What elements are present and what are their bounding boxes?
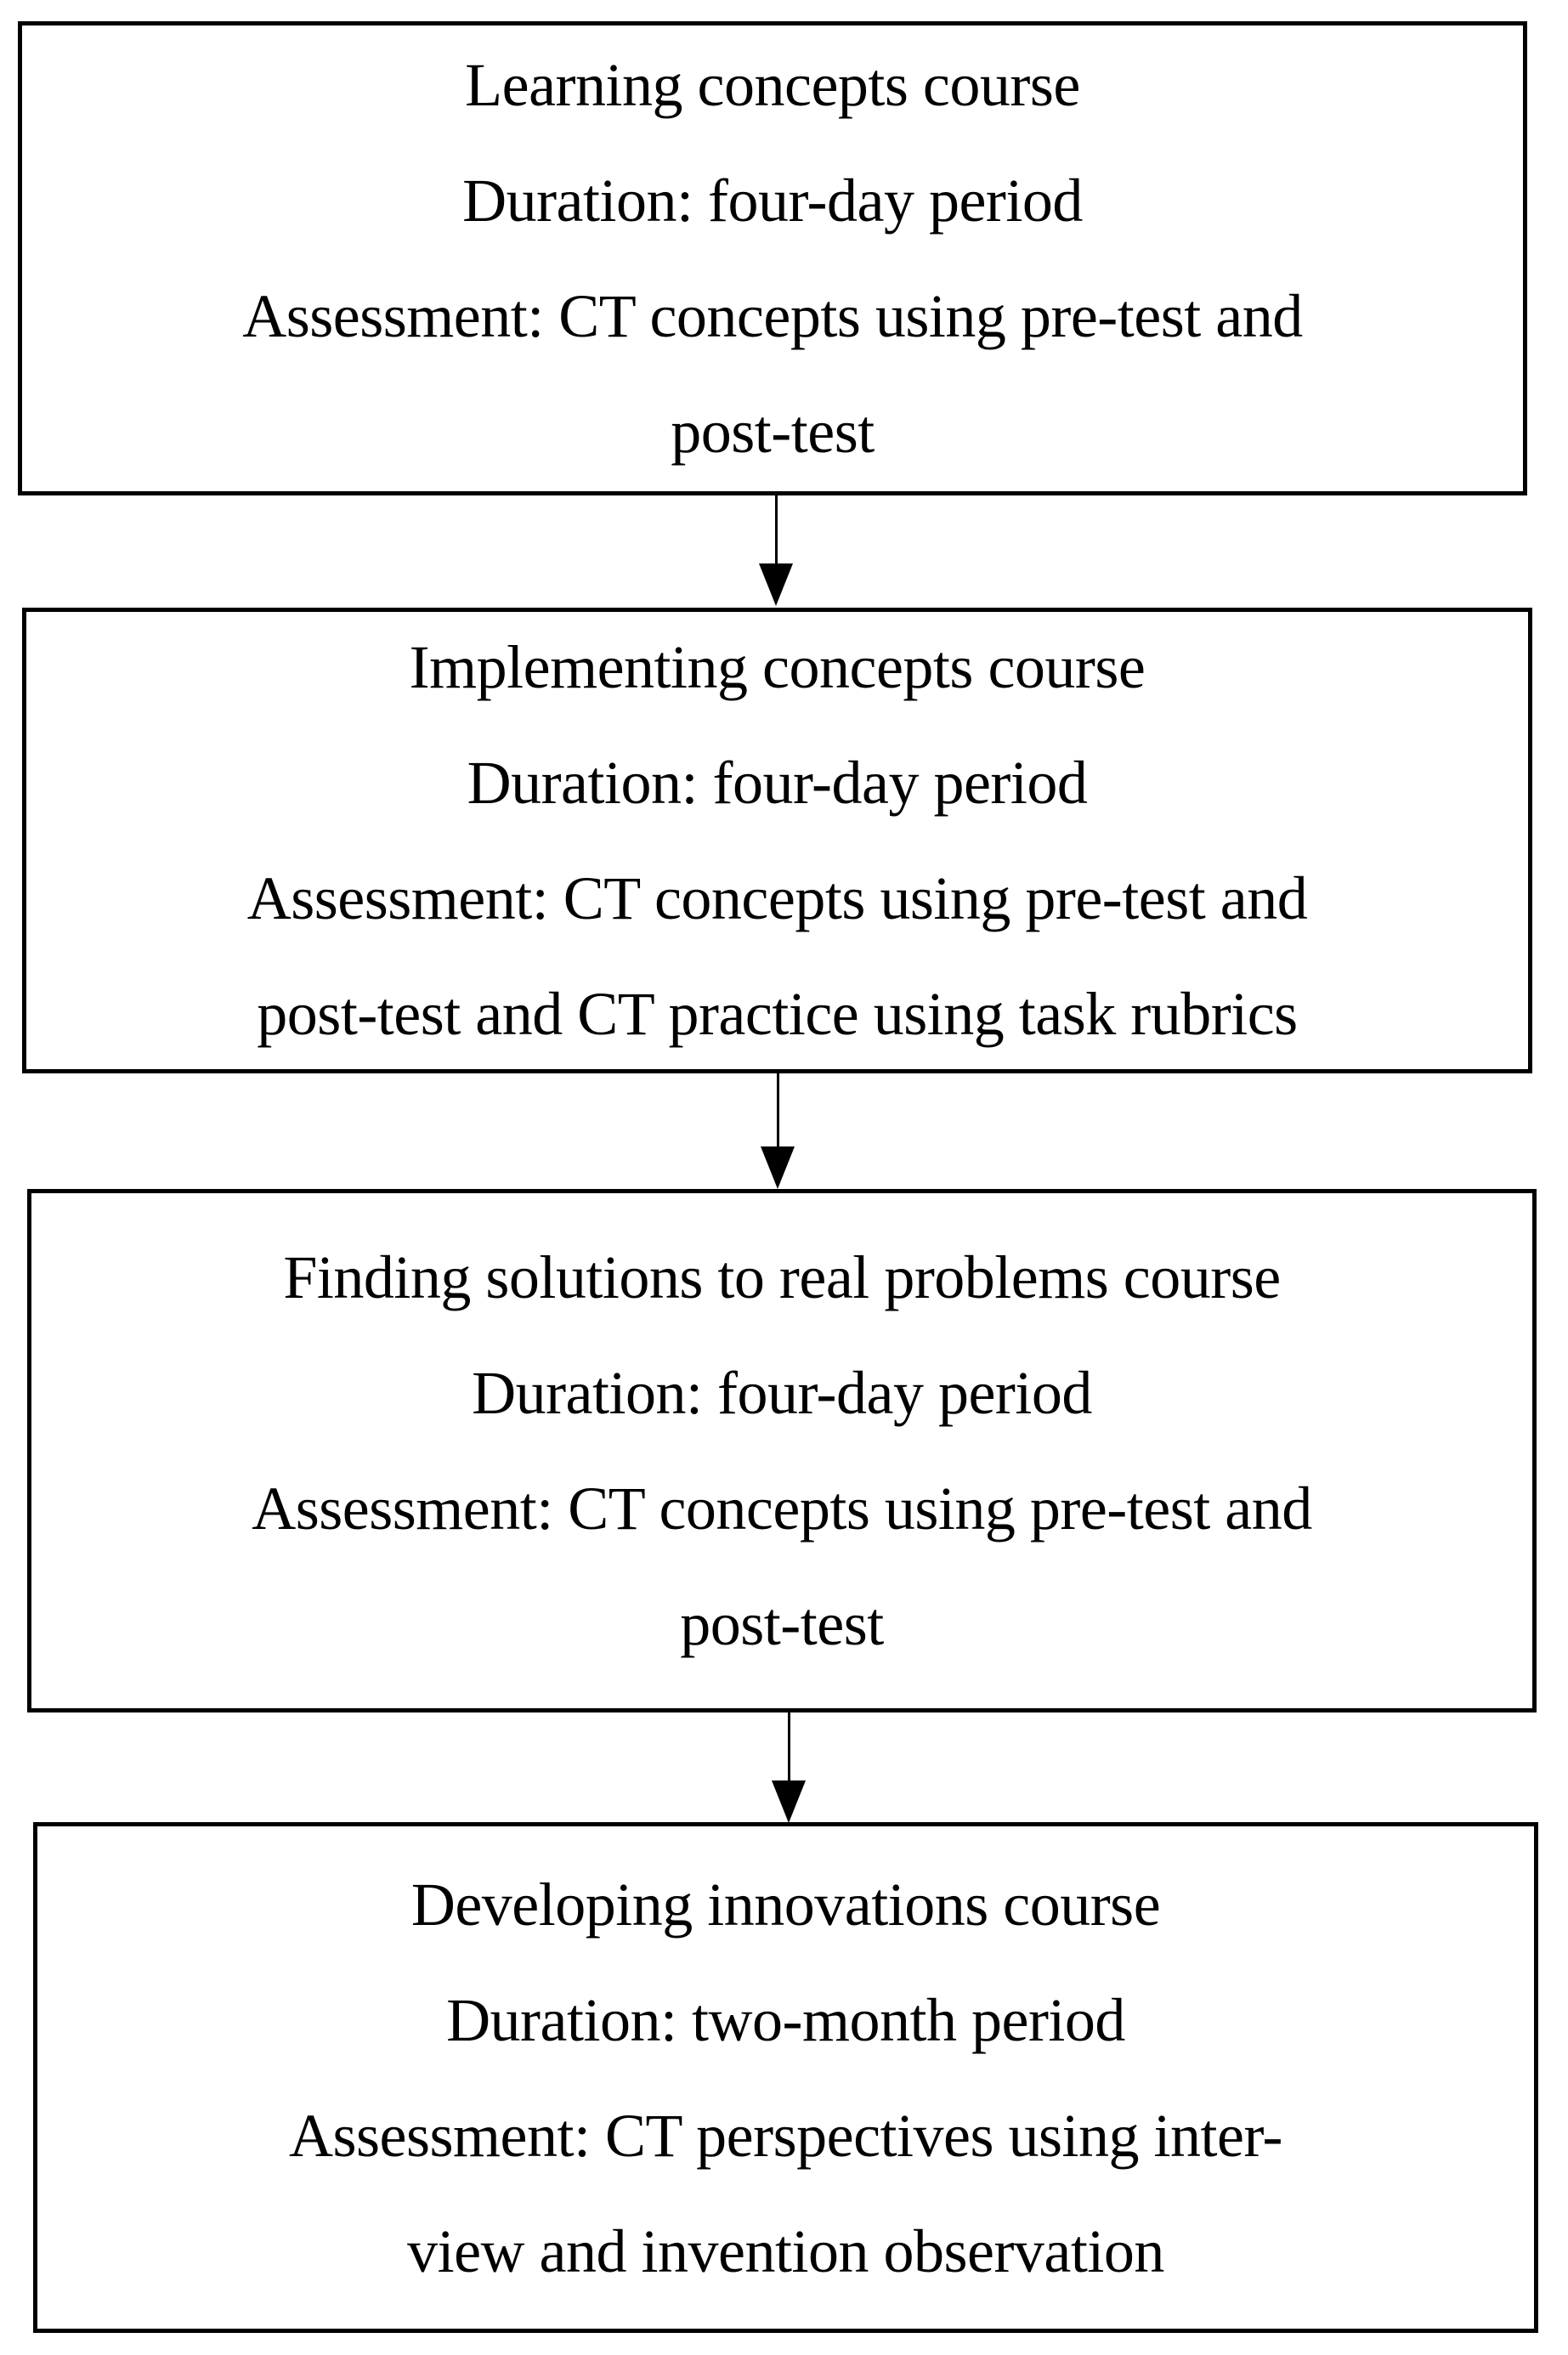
course-assessment-line: Assessment: CT concepts using pre-test and bbox=[242, 282, 1303, 350]
course-duration: Duration: two-month period bbox=[446, 1985, 1125, 2054]
course-assessment-line: Assessment: CT concepts using pre-test and bbox=[246, 864, 1308, 932]
flow-arrow-down-icon bbox=[772, 1712, 806, 1823]
course-assessment-line: post-test bbox=[671, 398, 875, 466]
flow-arrow-down-icon bbox=[759, 495, 793, 606]
course-duration: Duration: four-day period bbox=[467, 749, 1088, 817]
course-box-finding-solutions bbox=[27, 1189, 1537, 1712]
course-duration: Duration: four-day period bbox=[472, 1359, 1092, 1427]
course-title: Developing innovations course bbox=[410, 1870, 1161, 1939]
course-duration: Duration: four-day period bbox=[462, 167, 1083, 235]
course-title: Implementing concepts course bbox=[409, 633, 1146, 701]
course-title: Learning concepts course bbox=[465, 51, 1080, 119]
course-assessment-line: view and invention observation bbox=[407, 2216, 1164, 2285]
flow-arrow-down-icon bbox=[761, 1073, 795, 1189]
course-assessment-line: post-test bbox=[680, 1590, 884, 1658]
course-assessment-line: Assessment: CT concepts using pre-test and bbox=[252, 1475, 1312, 1543]
course-title: Finding solutions to real problems course bbox=[283, 1243, 1281, 1311]
course-assessment-line: Assessment: CT perspectives using inter- bbox=[288, 2101, 1283, 2170]
course-box-learning-concepts bbox=[18, 21, 1527, 495]
course-assessment-line: post-test and CT practice using task rubrics bbox=[257, 980, 1298, 1048]
course-box-developing-innovations bbox=[33, 1822, 1538, 2333]
course-box-implementing-concepts bbox=[22, 608, 1532, 1073]
